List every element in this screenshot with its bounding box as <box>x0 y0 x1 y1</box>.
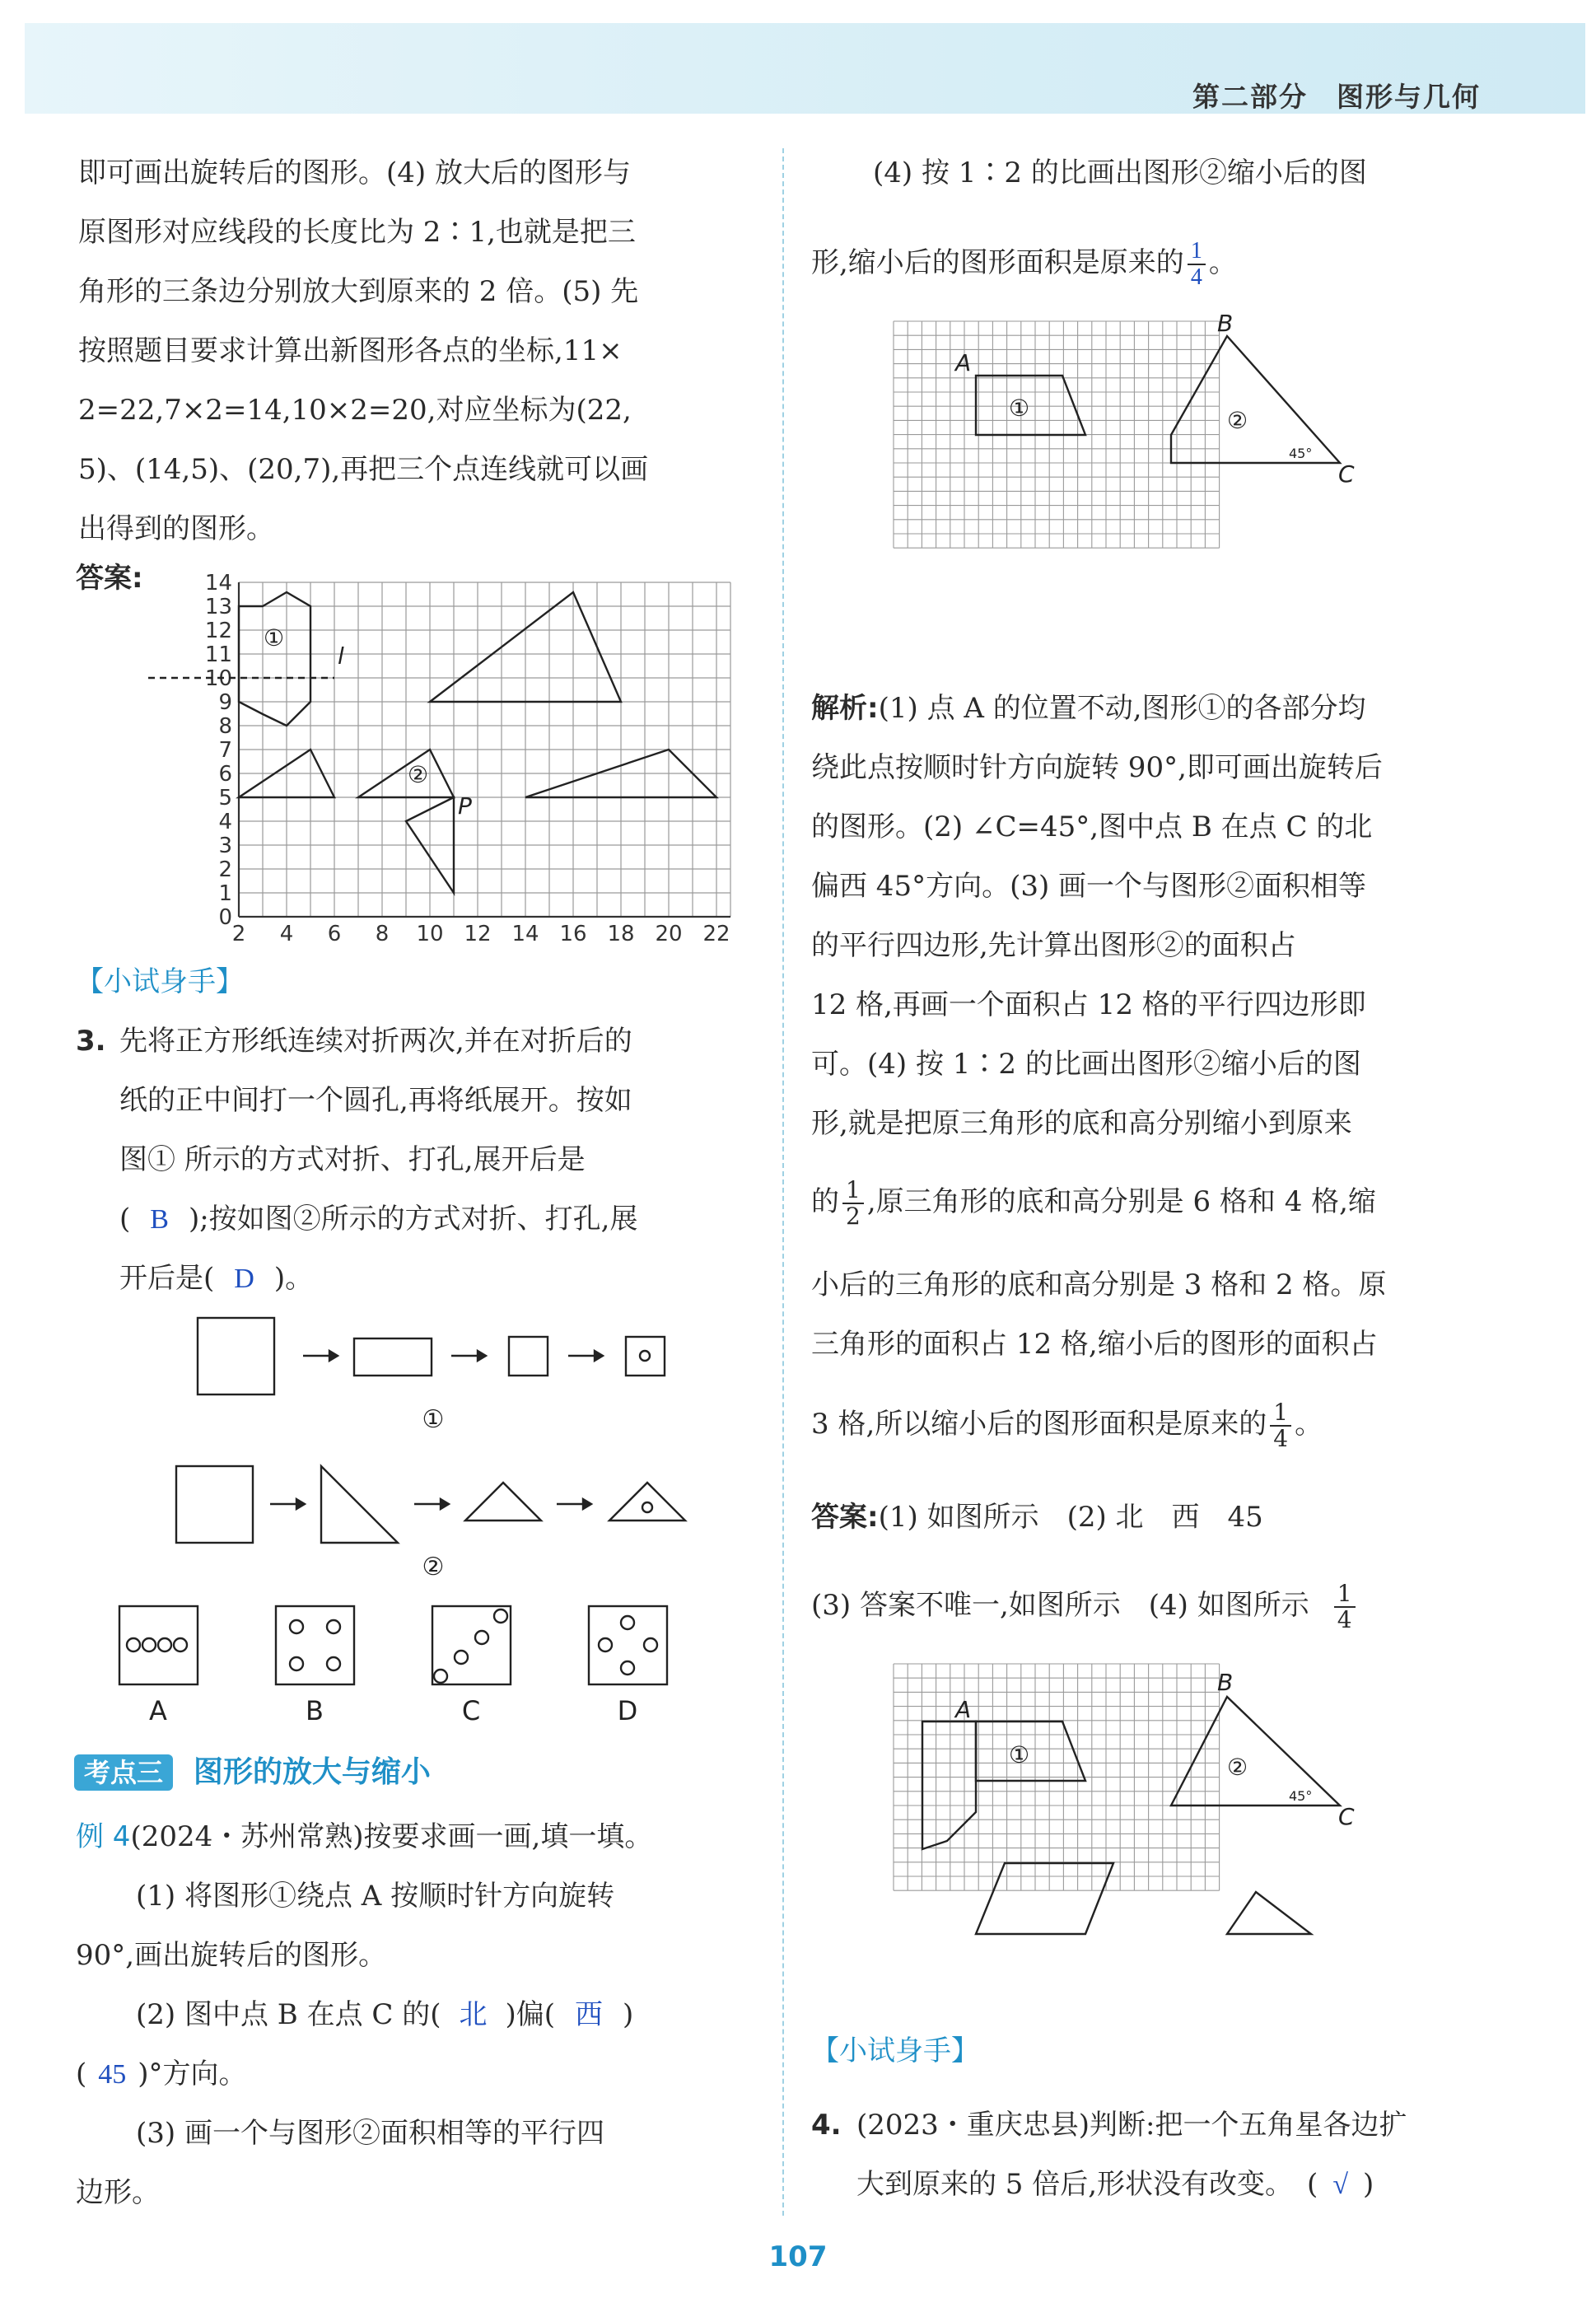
answer-coordinate-graph <box>148 560 758 955</box>
key-point-title: 图形的放大与缩小 <box>193 1755 431 1789</box>
y-tick-label: 11 <box>204 642 232 667</box>
quarter-fold-shape <box>509 1337 548 1376</box>
ex4-step1-line: 90°,画出旋转后的图形。 <box>76 1939 387 1972</box>
ex4-step3-line: (3) 画一个与图形②面积相等的平行四 <box>136 2117 604 2150</box>
x-tick-label: 10 <box>416 922 444 946</box>
right-s4-line-2 <box>811 239 1237 290</box>
q4-answer: √ <box>1332 2170 1348 2200</box>
hole-icon <box>142 1638 156 1651</box>
point-c-label: C <box>1338 1803 1355 1830</box>
hole-icon <box>174 1638 187 1651</box>
period: 。 <box>1208 246 1237 279</box>
analysis-line <box>811 692 1366 725</box>
hole-icon <box>127 1638 140 1651</box>
x-tick-labels <box>232 922 730 946</box>
analysis-line-frac <box>811 1178 1376 1229</box>
q3-number: 3. <box>76 1025 106 1058</box>
half-fold-shape <box>354 1338 432 1376</box>
y-tick-label: 0 <box>218 905 232 930</box>
y-tick-label: 2 <box>218 857 232 882</box>
analysis-line: 小后的三角形的底和高分别是 3 格和 2 格。原 <box>811 1268 1387 1301</box>
x-tick-label: 6 <box>327 922 342 946</box>
analysis-text: (1) 点 A 的位置不动,图形①的各部分均 <box>878 692 1366 725</box>
fraction-denominator: 4 <box>1190 264 1202 290</box>
page-number: 107 <box>768 2240 828 2273</box>
option-d-paper <box>589 1606 667 1684</box>
hole-icon <box>644 1638 657 1651</box>
paren-close: ) <box>1363 2168 1374 2201</box>
ex4-step2-text: )偏( <box>505 1998 555 2031</box>
graph-shapes <box>148 592 716 893</box>
x-tick-label: 2 <box>231 922 246 946</box>
analysis-text: ,原三角形的底和高分别是 6 格和 4 格,缩 <box>866 1185 1376 1218</box>
angle-label: 45° <box>1289 446 1313 461</box>
right-s4-line: (4) 按 1∶2 的比画出图形②缩小后的图 <box>873 156 1367 189</box>
y-tick-label: 8 <box>218 714 232 739</box>
y-tick-label: 3 <box>218 834 232 858</box>
shape-2-triangle <box>1171 336 1340 463</box>
key-point-badge: 考点三 <box>74 1754 173 1791</box>
y-tick-label: 1 <box>218 881 232 906</box>
x-tick-label: 4 <box>279 922 294 946</box>
x-tick-label: 20 <box>655 922 683 946</box>
analysis-line: 可。(4) 按 1∶2 的比画出图形②缩小后的图 <box>811 1048 1361 1081</box>
example-intro-text: (2024・苏州常熟)按要求画一画,填一填。 <box>130 1820 653 1853</box>
figure-2-label: ② <box>422 1553 445 1581</box>
analysis-line: 三角形的面积占 12 格,缩小后的图形的面积占 <box>811 1328 1378 1361</box>
y-tick-label: 10 <box>204 666 232 691</box>
y-tick-label: 9 <box>218 690 232 715</box>
circle-2-label: ② <box>1227 1754 1248 1781</box>
q4-line-2 <box>856 2168 1374 2202</box>
option-c-paper <box>432 1606 511 1684</box>
hexagon-shape <box>239 592 310 726</box>
shape-2-triangle <box>1171 1697 1340 1805</box>
fraction-numerator: 1 <box>1334 1581 1356 1608</box>
hole-icon <box>599 1638 612 1651</box>
ex4-answer-45: 45 <box>98 2059 127 2090</box>
grid-figure-answer <box>889 1656 1400 2010</box>
y-tick-labels <box>205 571 232 930</box>
option-b-label: B <box>306 1695 324 1726</box>
arrow-head-icon <box>478 1351 486 1361</box>
x-tick-label: 14 <box>511 922 539 946</box>
left-p1-line: 即可画出旋转后的图形。(4) 放大后的图形与 <box>78 156 631 189</box>
q3-options <box>107 1594 684 1726</box>
circle-2-label: ② <box>408 761 429 788</box>
y-tick-label: 4 <box>218 810 232 834</box>
analysis-line: 绕此点按顺时针方向旋转 90°,即可画出旋转后 <box>811 751 1383 784</box>
left-p1-line: 5)、(14,5)、(20,7),再把三个点连线就可以画 <box>78 453 649 486</box>
hole-icon <box>621 1616 634 1629</box>
point-p-label: P <box>458 792 472 820</box>
q4-line: (2023・重庆忠县)判断:把一个五角星各边扩 <box>856 2109 1407 2142</box>
fraction-numerator: 1 <box>842 1178 864 1204</box>
triangle-fold-shape <box>321 1466 398 1543</box>
q3-answer-1: B <box>150 1204 169 1235</box>
arrow-head-icon <box>329 1351 338 1361</box>
half-fraction <box>842 1178 864 1229</box>
ex4-step1-line: (1) 将图形①绕点 A 按顺时针方向旋转 <box>136 1880 615 1913</box>
q3-line-4 <box>119 1203 637 1236</box>
y-tick-label: 6 <box>218 762 232 787</box>
left-p1-line: 按照题目要求计算出新图形各点的坐标,11× <box>78 334 623 367</box>
answer-text: (1) 如图所示 (2) 北 西 45 <box>878 1501 1263 1534</box>
analysis-text: 3 格,所以缩小后的图形面积是原来的 <box>811 1408 1267 1441</box>
graph-grid <box>239 582 730 917</box>
q4-text: 大到原来的 5 倍后,形状没有改变。 ( <box>856 2168 1318 2201</box>
hole-icon <box>455 1651 468 1664</box>
grid-figure-original <box>889 313 1400 667</box>
arrow-head-icon <box>583 1499 591 1509</box>
x-tick-label: 8 <box>375 922 390 946</box>
analysis-line: 偏西 45°方向。(3) 画一个与图形②面积相等 <box>811 870 1367 903</box>
ex4-answer-west: 西 <box>575 2000 603 2030</box>
square-paper-shape <box>176 1466 253 1543</box>
ex4-step2-line <box>136 1998 633 2032</box>
answer-fraction <box>1334 1581 1356 1633</box>
y-tick-label: 12 <box>204 619 232 643</box>
answer-text: (3) 答案不唯一,如图所示 (4) 如图所示 <box>811 1589 1309 1622</box>
example-4-intro <box>76 1820 652 1853</box>
area-ratio-answer <box>1188 239 1206 290</box>
hole-icon <box>290 1657 303 1670</box>
paren-close: )。 <box>273 1262 314 1295</box>
fraction-numerator: 1 <box>1188 239 1206 265</box>
circle-2-label: ② <box>1227 407 1248 434</box>
y-tick-label: 7 <box>218 738 232 763</box>
header-title: 第二部分 图形与几何 <box>1192 81 1481 113</box>
answer-label: 答案: <box>76 562 143 595</box>
fraction-denominator: 2 <box>846 1203 861 1230</box>
answer-label: 答案: <box>811 1501 879 1534</box>
q3-line: 图① 所示的方式对折、打孔,展开后是 <box>119 1143 586 1176</box>
fraction-denominator: 4 <box>1337 1606 1352 1633</box>
arrow-head-icon <box>441 1499 449 1509</box>
arrow-head-icon <box>595 1351 603 1361</box>
try-it-label: 【小试身手】 <box>76 965 244 998</box>
angle-label: 45° <box>1289 1788 1313 1804</box>
punched-fold-shape <box>626 1337 665 1376</box>
example-label: 例 4 <box>76 1820 131 1853</box>
left-p1-line: 出得到的图形。 <box>78 512 274 545</box>
line-l-label: l <box>338 642 344 670</box>
hole-icon <box>642 1502 652 1512</box>
circle-1-label: ① <box>1009 1741 1030 1768</box>
x-tick-label: 18 <box>607 922 635 946</box>
ex4-step3-line: 边形。 <box>76 2176 160 2209</box>
q3-line-4-text: );按如图②所示的方式对折、打孔,展 <box>188 1203 638 1236</box>
period: 。 <box>1295 1408 1323 1441</box>
q3-line: 纸的正中间打一个圆孔,再将纸展开。按如 <box>119 1084 632 1117</box>
left-p1-line: 原图形对应线段的长度比为 2∶1,也就是把三 <box>78 216 636 249</box>
y-tick-label: 13 <box>204 595 232 619</box>
analysis-label: 解析: <box>811 692 879 725</box>
analysis-line: 的图形。(2) ∠C=45°,图中点 B 在点 C 的北 <box>811 810 1373 843</box>
hole-icon <box>494 1609 507 1623</box>
q3-answer-2: D <box>234 1264 254 1294</box>
paren-open: ( <box>119 1203 131 1236</box>
answer-line-1 <box>811 1501 1263 1534</box>
y-tick-label: 14 <box>204 571 232 596</box>
hole-icon <box>327 1657 340 1670</box>
analysis-text: 的 <box>811 1185 839 1218</box>
figure-1-label: ① <box>422 1405 445 1434</box>
analysis-line-frac <box>811 1400 1323 1451</box>
hole-icon <box>434 1670 447 1683</box>
fraction-numerator: 1 <box>1270 1400 1291 1427</box>
analysis-line: 形,就是把原三角形的底和高分别缩小到原来 <box>811 1107 1352 1140</box>
column-divider <box>782 148 784 2216</box>
square-paper-shape <box>198 1318 274 1394</box>
y-tick-label: 5 <box>218 786 232 810</box>
q3-line-5-text: 开后是( <box>119 1262 215 1295</box>
left-p1-line: 2=22,7×2=14,10×2=20,对应坐标为(22, <box>78 394 632 427</box>
reduced-triangle-shape <box>1227 1892 1311 1934</box>
point-b-label: B <box>1217 313 1234 337</box>
analysis-line: 12 格,再画一个面积占 12 格的平行四边形即 <box>811 988 1366 1021</box>
point-a-label: A <box>955 1696 972 1723</box>
option-c-label: C <box>461 1695 481 1726</box>
ex4-step2b-line <box>76 2058 247 2091</box>
parallelogram-shape <box>976 1863 1113 1934</box>
left-p1-line: 角形的三条边分别放大到原来的 2 倍。(5) 先 <box>78 275 639 308</box>
paren-close: ) <box>623 1998 634 2031</box>
q3-line: 先将正方形纸连续对折两次,并在对折后的 <box>119 1025 632 1058</box>
ex4-step2-text: (2) 图中点 B 在点 C 的( <box>136 1998 441 2031</box>
x-tick-label: 16 <box>559 922 587 946</box>
quarter-fraction <box>1270 1400 1291 1451</box>
right-s4-text: 形,缩小后的图形面积是原来的 <box>811 246 1184 279</box>
try-it-label: 【小试身手】 <box>811 2034 979 2067</box>
rotated-shape-1 <box>922 1721 976 1849</box>
fraction-denominator: 4 <box>1273 1425 1289 1452</box>
answer-line-2 <box>811 1581 1359 1633</box>
x-tick-label: 22 <box>702 922 730 946</box>
grid-lines <box>894 1664 1220 1890</box>
x-tick-label: 12 <box>464 922 492 946</box>
option-a-label: A <box>149 1695 167 1726</box>
q3-line-5 <box>119 1262 313 1296</box>
hole-icon <box>290 1620 303 1633</box>
point-b-label: B <box>1217 1669 1234 1696</box>
option-d-label: D <box>617 1695 638 1726</box>
hole-icon <box>475 1631 488 1644</box>
circle-1-label: ① <box>1009 395 1030 422</box>
ex4-step2b-text: )°方向。 <box>138 2058 247 2090</box>
small-triangle-fold-shape <box>465 1483 541 1521</box>
point-c-label: C <box>1338 460 1355 488</box>
hole-icon <box>621 1661 634 1675</box>
option-b-paper <box>276 1606 354 1684</box>
arrow-head-icon <box>296 1499 305 1509</box>
q4-number: 4. <box>811 2109 842 2142</box>
hole-icon <box>327 1620 340 1633</box>
paren-open: ( <box>76 2058 87 2090</box>
analysis-line: 的平行四边形,先计算出图形②的面积占 <box>811 929 1296 962</box>
circle-1-label: ① <box>264 624 285 652</box>
hole-icon <box>640 1351 650 1361</box>
key-point-heading <box>74 1754 431 1791</box>
ex4-answer-north: 北 <box>459 2000 488 2030</box>
point-a-label: A <box>955 349 972 376</box>
hole-icon <box>158 1638 171 1651</box>
